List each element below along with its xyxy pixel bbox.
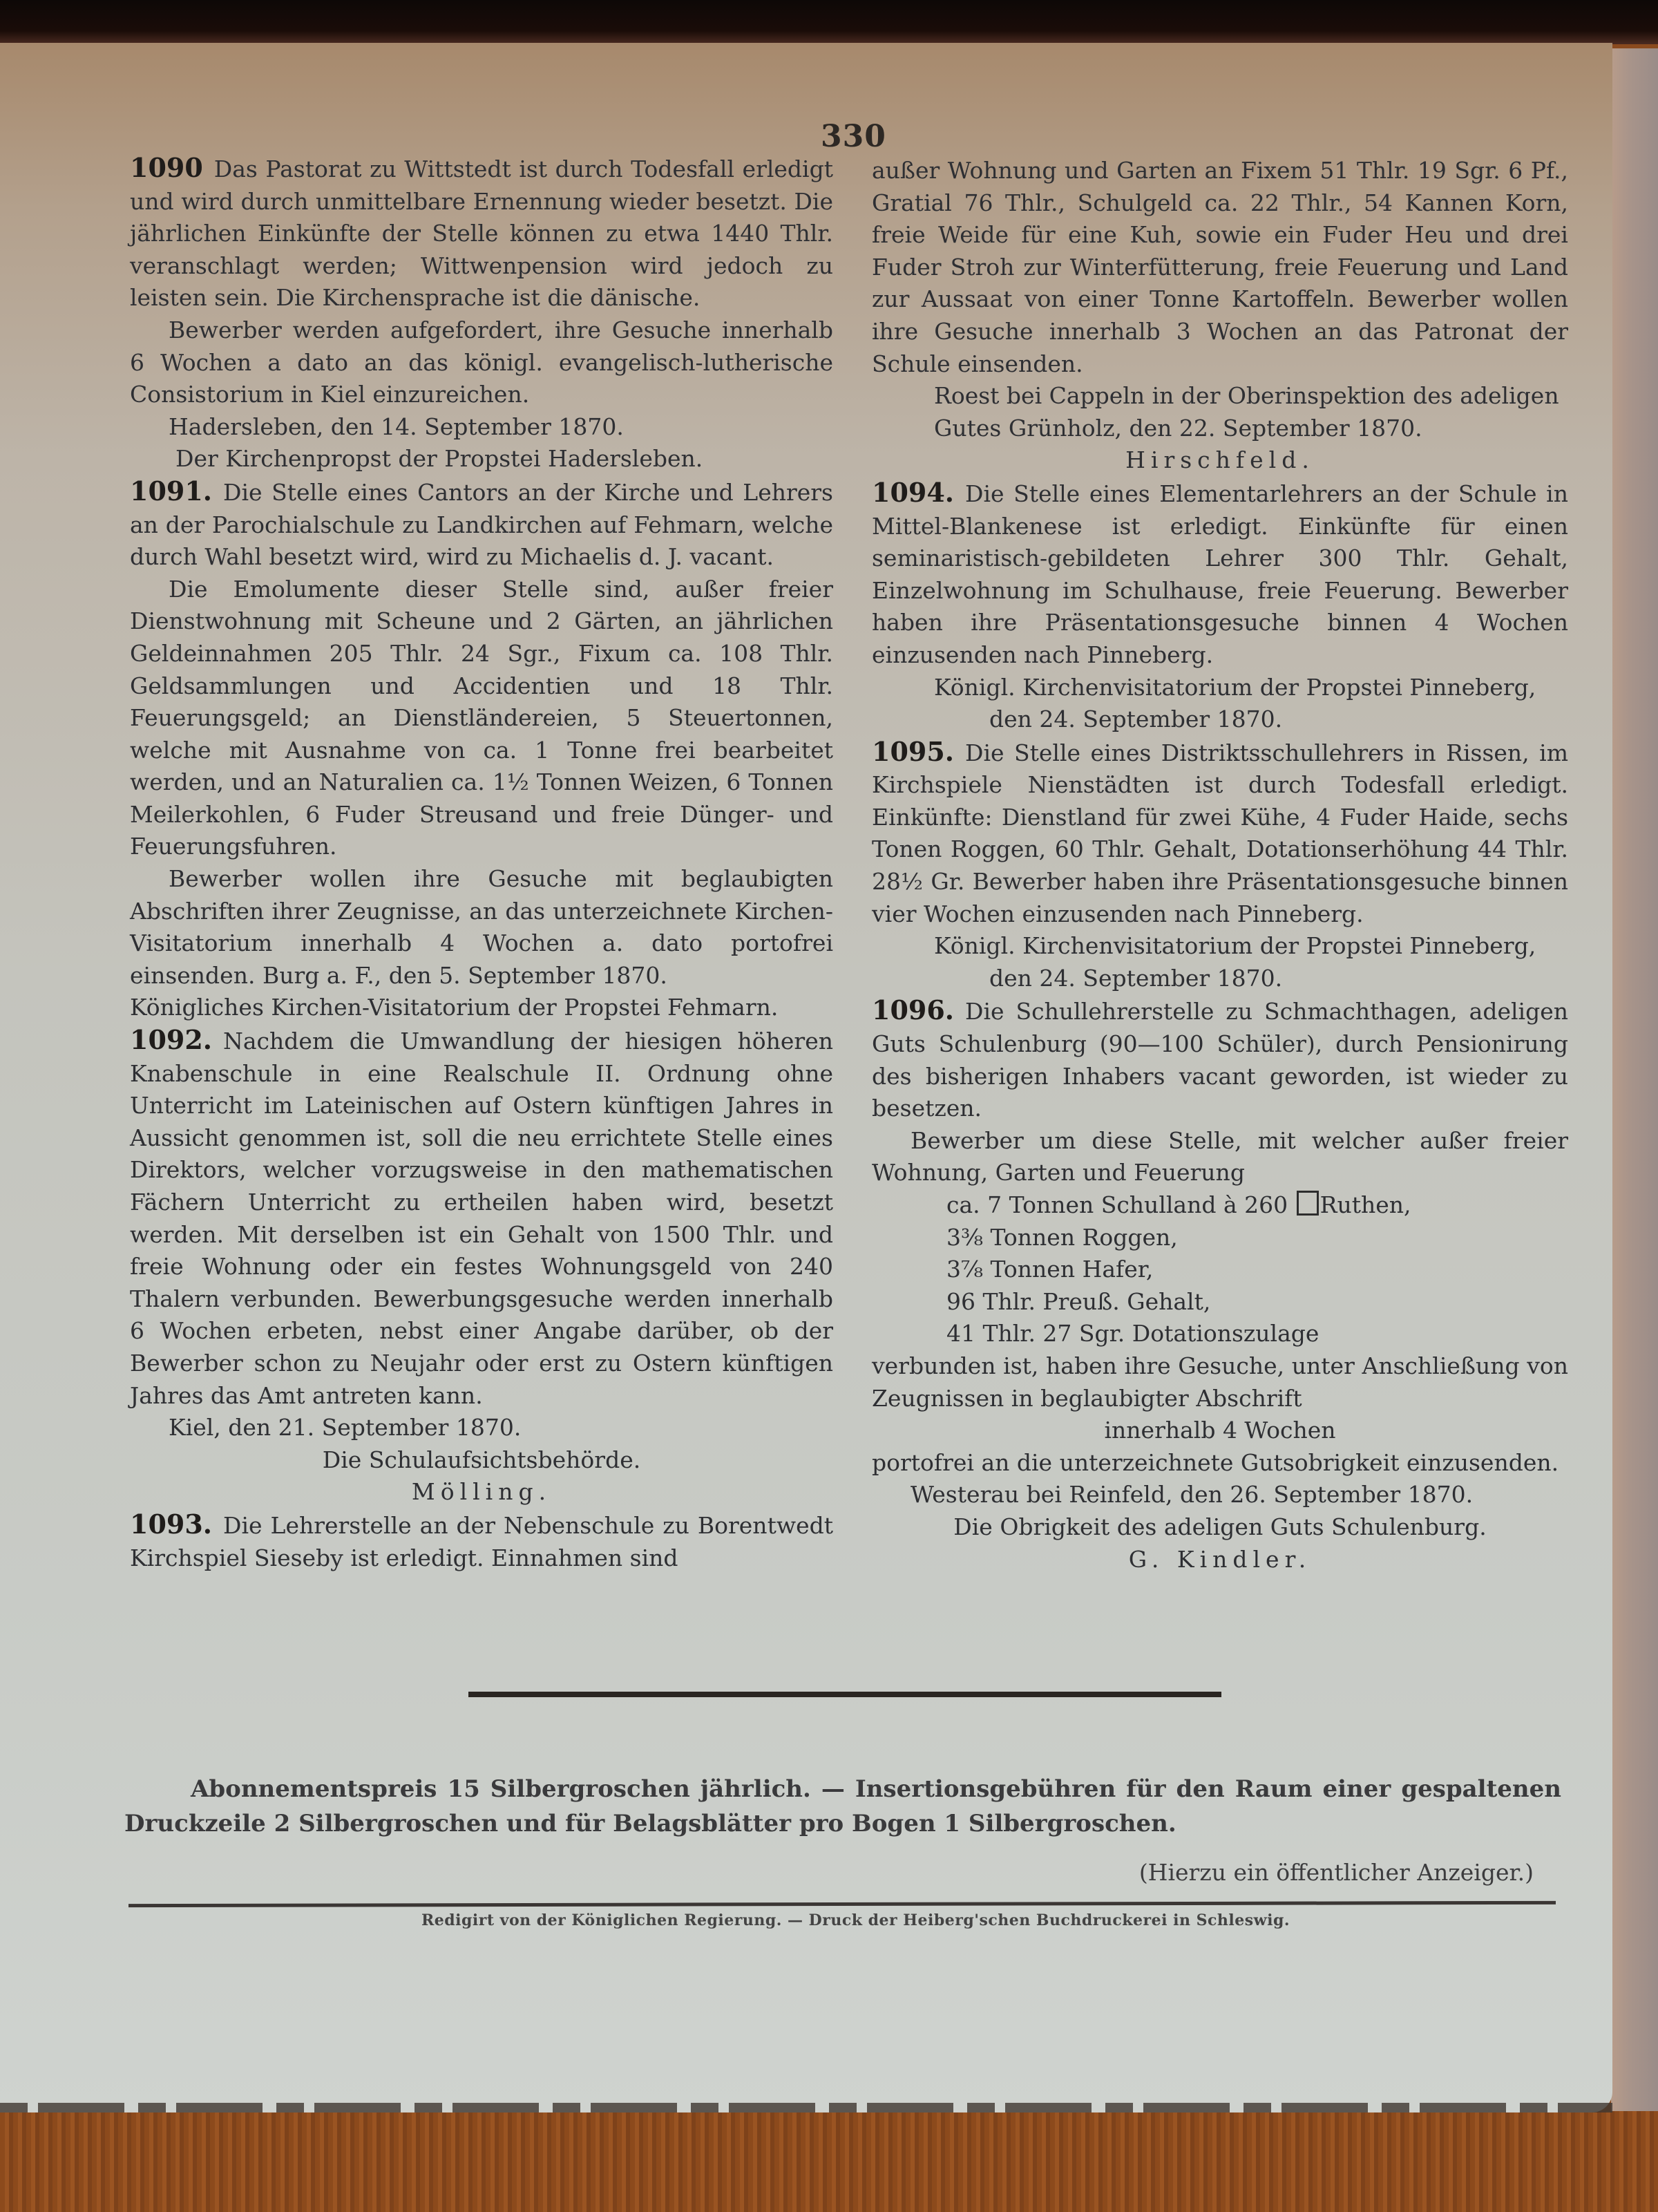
square-symbol-icon xyxy=(1297,1191,1319,1216)
announcement-1094 xyxy=(872,477,1568,736)
place-date: Kiel, den 21. September 1870. xyxy=(169,1414,522,1441)
list-item: 41 Thlr. 27 Sgr. Dotationszulage xyxy=(946,1320,1319,1348)
imprint: Redigirt von der Königlichen Regierung. — Druck der Heiberg'schen Buchdruckerei in Schleswig. xyxy=(421,1911,1290,1929)
right-column xyxy=(872,155,1568,1576)
list-item: 3⅜ Tonnen Roggen, xyxy=(946,1223,1178,1251)
announcement-1092 xyxy=(130,1024,833,1509)
left-column xyxy=(130,152,833,1574)
signature: Königl. Kirchenvisitatorium der Propstei Pinneberg, xyxy=(934,932,1536,960)
announcement-paragraph: Bewerber um diese Stelle, mit welcher außer freier Wohnung, Garten und Feuerung xyxy=(872,1126,1568,1187)
date: den 24. September 1870. xyxy=(989,964,1283,992)
announcement-1091 xyxy=(130,475,833,1024)
announcement-text: Das Pastorat zu Wittstedt ist durch Todesfall erledigt und wird durch unmittelbare Ernennung wieder besetzt. Die jährlichen Einkünfte der Stelle können zu etwa 1440 Thlr. veranschlagt werden; Wittwenpension wird jedoch zu leisten sein. Die Kirchensprache ist die dänische. xyxy=(130,155,833,312)
signature: Königliches Kirchen-Visitatorium der Propstei Fehmarn. xyxy=(130,994,779,1021)
announcement-1096 xyxy=(872,994,1568,1576)
deadline: innerhalb 4 Wochen xyxy=(1104,1417,1336,1444)
announcement-text: Die Stelle eines Elementarlehrers an der Schule in Mittel-Blankenese ist erledigt. Einkünfte für einen seminaristisch-gebildeten Lehrer 300 Thlr. Gehalt, Einzelwohnung im Schulhause, freie Feuerung. Bewerber haben ihre Präsentationsgesuche binnen 4 Wochen einzusenden nach Pinneberg. xyxy=(872,480,1568,668)
announcement-number: 1092. xyxy=(130,1024,212,1056)
announcement-paragraph: Bewerber werden aufgefordert, ihre Gesuche innerhalb 6 Wochen a dato an das königl. evangelisch-lutherische Consistorium in Kiel einzureichen. xyxy=(130,316,833,408)
announcement-number: 1090 xyxy=(130,152,203,183)
announcement-1093 xyxy=(130,1509,833,1574)
announcement-text: Die Stelle eines Cantors an der Kirche und Lehrers an der Parochialschule zu Landkirchen auf Fehmarn, welche durch Wahl besetzt wird, wird zu Michaelis d. J. vacant. xyxy=(130,478,833,571)
announcement-text: außer Wohnung und Garten an Fixem 51 Thlr. 19 Sgr. 6 Pf., Gratial 76 Thlr., Schulgeld ca. 22 Thlr., 54 Kannen Korn, freie Weide für eine Kuh, sowie ein Fuder Heu und drei Fuder Stroh zur Winterfütterung, freie Feuerung und Land zur Aussaat von einer Tonne Kartoffeln. Bewerber wollen ihre Gesuche innerhalb 3 Wochen an das Patronat der Schule einsenden. xyxy=(872,157,1568,377)
announcement-number: 1095. xyxy=(872,735,954,767)
signature: G. Kindler. xyxy=(1128,1545,1312,1573)
authority: Die Obrigkeit des adeligen Guts Schulenburg. xyxy=(953,1513,1487,1540)
announcement-paragraph: portofrei an die unterzeichnete Gutsobrigkeit einzusenden. xyxy=(872,1448,1559,1476)
announcement-text: Nachdem die Umwandlung der hiesigen höheren Knabenschule in eine Realschule II. Ordnung ohne Unterricht im Lateinischen auf Ostern künftigen Jahres in Aussicht genommen ist, soll die neu errichtete Stelle eines Direktors, welcher vorzugsweise in den mathematischen Fächern Unterricht zu ertheilen haben wird, besetzt werden. Mit derselben ist ein Gehalt von 1500 Thlr. und freie Wohnung oder ein festes Wohnungsgeld von 240 Thalern verbunden. Bewerbungsgesuche werden innerhalb 6 Wochen erbeten, nebst einer Angabe darüber, ob der Bewerber schon zu Neujahr oder erst zu Ostern künftigen Jahres das Amt antreten kann. xyxy=(130,1028,833,1409)
announcement-paragraph: Die Emolumente dieser Stelle sind, außer freier Dienstwohnung mit Scheune und 2 Gärten, an jährlichen Geldeinnahmen 205 Thlr. 24 Sgr., Fixum ca. 108 Thlr. Geldsammlungen und Accidentien und 18 Thlr. Feuerungsgeld; an Dienstländereien, 5 Steuertonnen, welche mit Ausnahme von ca. 1 Tonne frei bearbeitet werden, und an Naturalien ca. 1½ Tonnen Weizen, 6 Tonnen Meilerkohlen, 6 Fuder Streusand und freie Dünger- und Feuerungsfuhren. xyxy=(130,575,833,860)
announcement-1093-continued xyxy=(872,155,1568,477)
date: den 24. September 1870. xyxy=(989,706,1283,733)
announcement-number: 1096. xyxy=(872,994,954,1026)
subscription-note: Abonnementspreis 15 Silbergroschen jährlich. — Insertionsgebühren für den Raum einer gespaltenen Druckzeile 2 Silbergroschen und für Belagsblätter pro Bogen 1 Silbergroschen. xyxy=(124,1775,1561,1837)
page-number: 330 xyxy=(821,119,886,154)
annex-note: (Hierzu ein öffentlicher Anzeiger.) xyxy=(1138,1859,1534,1886)
signature: Hirschfeld. xyxy=(1125,446,1315,474)
announcement-1095 xyxy=(872,736,1568,995)
announcement-paragraph: Bewerber wollen ihre Gesuche mit beglaubigten Abschriften ihrer Zeugnisse, an das unterzeichnete Kirchen-Visitatorium innerhalb 4 Wochen a. dato portofrei einsenden. Burg a. F., den 5. September 1870. xyxy=(130,865,833,989)
scan-top-shadow xyxy=(0,0,1658,44)
announcement-text: Die Schullehrerstelle zu Schmachthagen, adeligen Guts Schulenburg (90—100 Schüler), durch Pensionirung des bisherigen Inhabers vacant geworden, ist wieder zu besetzen. xyxy=(872,998,1568,1122)
announcement-number: 1093. xyxy=(130,1508,212,1540)
signature: Der Kirchenpropst der Propstei Hadersleben. xyxy=(175,445,703,473)
place-date: Westerau bei Reinfeld, den 26. September 1870. xyxy=(911,1481,1474,1509)
authority: Die Schulaufsichtsbehörde. xyxy=(322,1446,641,1473)
announcement-number: 1094. xyxy=(872,476,954,508)
announcement-text: Die Lehrerstelle an der Nebenschule zu Borentwedt Kirchspiel Sieseby ist erledigt. Einnahmen sind xyxy=(130,1511,833,1571)
place-date: Roest bei Cappeln in der Oberinspektion des adeligen Gutes Grünholz, den 22. September 1870. xyxy=(934,382,1559,442)
announcement-paragraph: verbunden ist, haben ihre Gesuche, unter Anschließung von Zeugnissen in beglaubigter Abschrift xyxy=(872,1352,1568,1412)
signature: Königl. Kirchenvisitatorium der Propstei Pinneberg, xyxy=(934,673,1536,701)
wooden-surface xyxy=(0,2111,1658,2212)
announcement-1090 xyxy=(130,152,833,475)
announcement-text: Die Stelle eines Distriktsschullehrers in Rissen, im Kirchspiele Nienstädten ist durch Todesfall erledigt. Einkünfte: Dienstland für zwei Kühe, 4 Fuder Haide, sechs Tonen Roggen, 60 Thlr. Gehalt, Dotationserhöhung 44 Thlr. 28½ Gr. Bewerber haben ihre Präsentationsgesuche binnen vier Wochen einzusenden nach Pinneberg. xyxy=(872,739,1568,927)
list-item: 3⅞ Tonnen Hafer, xyxy=(946,1256,1154,1283)
list-item: 96 Thlr. Preuß. Gehalt, xyxy=(946,1287,1211,1315)
place-date: Hadersleben, den 14. September 1870. xyxy=(169,413,624,440)
emoluments-list xyxy=(872,1189,1568,1350)
signature: Mölling. xyxy=(411,1478,552,1506)
announcement-number: 1091. xyxy=(130,475,212,507)
adjacent-page-edge xyxy=(1611,48,1658,2121)
list-item: ca. 7 Tonnen Schulland à 260 Ruthen, xyxy=(946,1191,1411,1218)
section-divider xyxy=(468,1692,1221,1697)
